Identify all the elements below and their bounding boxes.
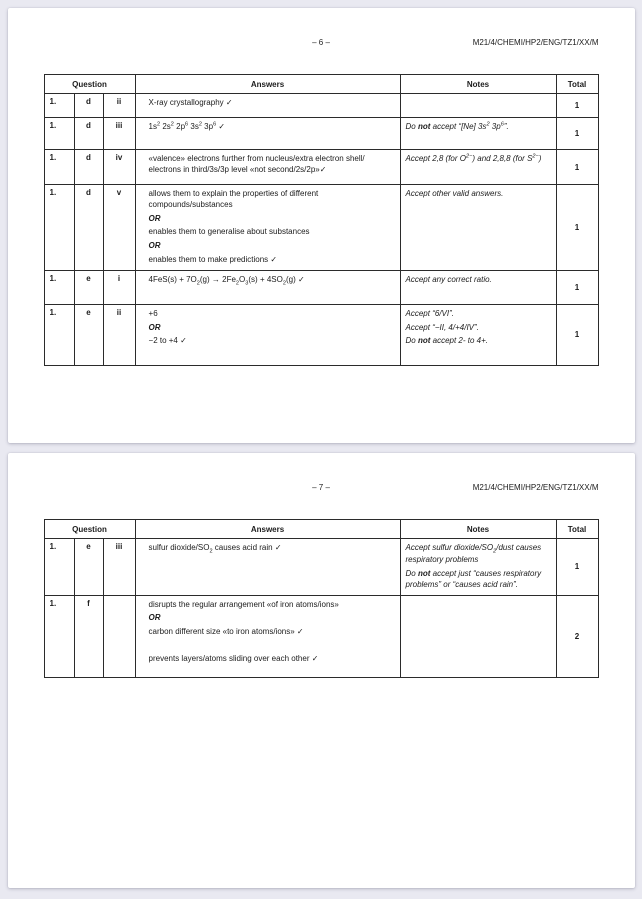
notes-cell xyxy=(400,150,556,185)
total-cell: 1 xyxy=(556,118,598,150)
question-subpart-cell: i xyxy=(103,270,135,304)
question-part-cell: f xyxy=(74,595,103,677)
question-number-cell: 1. xyxy=(44,185,74,271)
answers-cell xyxy=(135,94,400,118)
question-number-cell: 1. xyxy=(44,304,74,365)
question-number-cell: 1. xyxy=(44,270,74,304)
notes-cell xyxy=(400,595,556,677)
table-row xyxy=(44,118,598,150)
question-part-cell: e xyxy=(74,539,103,596)
answers-cell xyxy=(135,304,400,365)
markscheme-table xyxy=(44,74,599,366)
question-subpart-cell: iii xyxy=(103,539,135,596)
note-line: Do not accept “[Ne] $3s^2$ $3p^6$”. xyxy=(405,121,509,131)
col-header-question: Question xyxy=(44,75,135,94)
question-number-cell: 1. xyxy=(44,595,74,677)
note-line: Accept any correct ratio. xyxy=(405,274,492,284)
page-header xyxy=(44,38,599,50)
table-row xyxy=(44,304,598,365)
answer-line: X-ray crystallography ✓ xyxy=(148,98,233,107)
question-part-cell: d xyxy=(74,185,103,271)
notes-cell xyxy=(400,270,556,304)
note-line: Do not accept just “causes respiratory problems” or “causes acid rain”. xyxy=(405,568,542,589)
page-7 xyxy=(8,453,635,888)
answer-line: prevents layers/atoms sliding over each other ✓ xyxy=(148,653,319,663)
question-subpart-cell: iv xyxy=(103,150,135,185)
table-row xyxy=(44,185,598,271)
answer-line: OR xyxy=(148,613,161,623)
answer-line: +6 xyxy=(148,308,158,318)
answer-line: OR xyxy=(148,213,161,223)
answers-cell xyxy=(135,185,400,271)
question-part-cell: e xyxy=(74,304,103,365)
question-subpart-cell: ii xyxy=(103,304,135,365)
question-part-cell: e xyxy=(74,270,103,304)
answers-cell xyxy=(135,150,400,185)
question-part-cell: d xyxy=(74,118,103,150)
answers-cell xyxy=(135,539,400,596)
question-number-cell: 1. xyxy=(44,94,74,118)
answers-cell xyxy=(135,595,400,677)
col-header-answers: Answers xyxy=(135,75,400,94)
answer-line: allows them to explain the properties of different compounds/substances xyxy=(148,189,319,209)
note-line: Accept sulfur dioxide/$SO_2$/dust causes respiratory problems xyxy=(405,543,542,565)
total-cell: 1 xyxy=(556,304,598,365)
question-subpart-cell: ii xyxy=(103,94,135,118)
question-number-cell: 1. xyxy=(44,539,74,596)
table-row xyxy=(44,94,598,118)
col-header-notes: Notes xyxy=(400,520,556,539)
doc-code: M21/4/CHEMI/HP2/ENG/TZ1/XX/M xyxy=(472,483,599,492)
total-cell: 1 xyxy=(556,150,598,185)
notes-cell xyxy=(400,304,556,365)
table-header-row xyxy=(44,520,598,539)
note-line: Accept 2,8 (for $O^{2-}$) and 2,8,8 (for $S^{2-}$) xyxy=(405,153,542,163)
total-cell: 2 xyxy=(556,595,598,677)
page-number: – 6 – xyxy=(312,38,330,47)
question-number-cell: 1. xyxy=(44,150,74,185)
notes-cell xyxy=(400,539,556,596)
question-part-cell: d xyxy=(74,94,103,118)
table-row xyxy=(44,270,598,304)
markscheme-table xyxy=(44,519,599,678)
col-header-notes: Notes xyxy=(400,75,556,94)
total-cell: 1 xyxy=(556,185,598,271)
notes-cell xyxy=(400,185,556,271)
question-subpart-cell xyxy=(103,595,135,677)
answer-line: OR xyxy=(148,241,161,251)
answer-line: enables them to generalise about substances xyxy=(148,227,310,237)
answer-line: «valence» electrons further from nucleus/extra electron shell/ electrons in third/3s/3p level «not second/2s/2p»✓ xyxy=(148,154,365,174)
question-number-cell: 1. xyxy=(44,118,74,150)
total-cell: 1 xyxy=(556,539,598,596)
answer-line: sulfur dioxide/$SO_2$ causes acid rain ✓ xyxy=(148,543,282,555)
table-row xyxy=(44,595,598,677)
answer-line: $1s^2$ $2s^2$ $2p^6$ $3s^2$ $3p^6$ ✓ xyxy=(148,121,226,131)
answers-cell xyxy=(135,270,400,304)
page-6 xyxy=(8,8,635,443)
page-header xyxy=(44,483,599,495)
table-row xyxy=(44,539,598,596)
col-header-total: Total xyxy=(556,75,598,94)
notes-cell xyxy=(400,118,556,150)
page-number: – 7 – xyxy=(312,483,330,492)
doc-code: M21/4/CHEMI/HP2/ENG/TZ1/XX/M xyxy=(472,38,599,47)
table-row xyxy=(44,150,598,185)
note-line: Accept “6/VI”. xyxy=(405,308,454,318)
note-line: Accept “−II, 4/+4/IV”. xyxy=(405,322,479,332)
col-header-question: Question xyxy=(44,520,135,539)
answer-line xyxy=(149,641,394,651)
answer-line: carbon different size «to iron atoms/ions» ✓ xyxy=(148,627,304,637)
question-part-cell: d xyxy=(74,150,103,185)
answer-line: $4FeS(s) + 7O_2(g) \to 2Fe_2O_3(s) + 4SO_2(g)$ ✓ xyxy=(148,274,305,287)
question-subpart-cell: iii xyxy=(103,118,135,150)
total-cell: 1 xyxy=(556,94,598,118)
col-header-answers: Answers xyxy=(135,520,400,539)
answer-line: OR xyxy=(148,322,161,332)
notes-cell xyxy=(400,94,556,118)
answer-line: −2 to +4 ✓ xyxy=(148,336,187,346)
total-cell: 1 xyxy=(556,270,598,304)
answers-cell xyxy=(135,118,400,150)
question-subpart-cell: v xyxy=(103,185,135,271)
note-line: Do not accept 2- to 4+. xyxy=(405,336,488,346)
answer-line: disrupts the regular arrangement «of iron atoms/ions» xyxy=(148,599,339,609)
table-header-row xyxy=(44,75,598,94)
answer-line: enables them to make predictions ✓ xyxy=(148,254,278,264)
col-header-total: Total xyxy=(556,520,598,539)
note-line: Accept other valid answers. xyxy=(405,189,504,198)
